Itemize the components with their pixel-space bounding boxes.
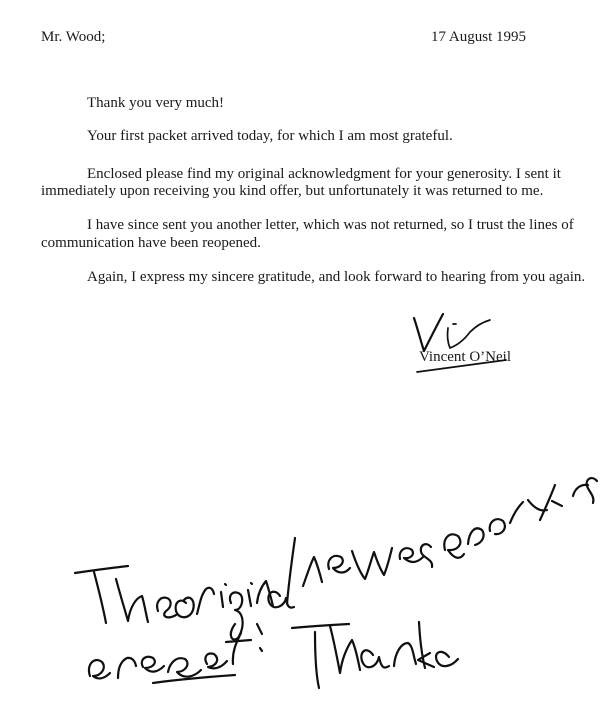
paragraph-enclosed-line-2: immediately upon receiving you kind offer, but unfortunately it was returned to me. bbox=[41, 183, 544, 199]
paragraph-another-letter-line-1: I have since sent you another letter, which was not returned, so I trust the lines of bbox=[87, 217, 574, 233]
paragraph-another-letter-line-2: communication have been reopened. bbox=[41, 235, 261, 251]
paragraph-thanks: Thank you very much! bbox=[87, 95, 225, 111]
salutation: Mr. Wood; bbox=[41, 29, 106, 45]
letter-date: 17 August 1995 bbox=[431, 29, 527, 45]
typed-signature-name: Vincent O’Neil bbox=[419, 349, 511, 365]
paragraph-enclosed-line-1: Enclosed please find my original acknowledgment for your generosity. I sent it bbox=[87, 166, 561, 182]
handwritten-signature-initial bbox=[414, 314, 506, 372]
handwritten-note bbox=[75, 478, 597, 688]
paragraph-gratitude: Again, I express my sincere gratitude, and look forward to hearing from you again. bbox=[87, 269, 586, 285]
paragraph-packet-arrived: Your first packet arrived today, for which I am most grateful. bbox=[87, 128, 453, 144]
